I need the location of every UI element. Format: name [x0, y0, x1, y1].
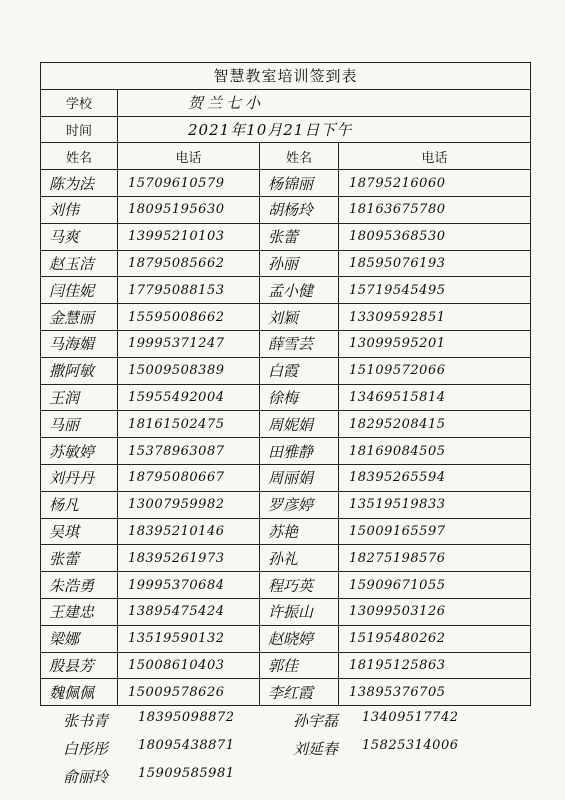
name-cell: 周妮娟	[260, 411, 339, 438]
phone-cell: 15595008662	[118, 304, 260, 331]
phone-cell: 15955492004	[118, 384, 260, 411]
name-cell: 孙礼	[260, 545, 339, 572]
name-cell: 李红霞	[260, 679, 339, 706]
phone-cell: 13519519833	[339, 491, 531, 518]
name-cell: 刘伟	[41, 196, 118, 223]
name-cell: 杨凡	[41, 491, 118, 518]
phone-cell: 19995371247	[118, 330, 260, 357]
table-row	[41, 357, 531, 384]
table-row	[41, 679, 531, 706]
name-cell: 陈为法	[41, 170, 118, 197]
phone-cell: 15709610579	[118, 170, 260, 197]
school-row	[41, 89, 531, 116]
table-row	[41, 223, 531, 250]
extra-name: 白彤彤	[63, 740, 109, 758]
name-cell: 金慧丽	[41, 304, 118, 331]
title-row	[41, 63, 531, 90]
phone-header-right: 电话	[339, 143, 531, 170]
table-row	[41, 304, 531, 331]
name-cell: 苏敏婷	[41, 438, 118, 465]
name-cell: 白霞	[260, 357, 339, 384]
extra-phone: 15909585981	[138, 766, 235, 781]
phone-cell: 15719545495	[339, 277, 531, 304]
table-row	[41, 545, 531, 572]
name-cell: 赵玉洁	[41, 250, 118, 277]
phone-cell: 13895475424	[118, 598, 260, 625]
table-row	[41, 411, 531, 438]
phone-cell: 13099503126	[339, 598, 531, 625]
phone-cell: 18095368530	[339, 223, 531, 250]
extra-phone: 18395098872	[138, 710, 235, 725]
name-cell: 吴琪	[41, 518, 118, 545]
name-cell: 孟小健	[260, 277, 339, 304]
name-cell: 马海媚	[41, 330, 118, 357]
phone-cell: 18395265594	[339, 464, 531, 491]
extra-name: 刘延春	[293, 740, 339, 758]
phone-cell: 13007959982	[118, 491, 260, 518]
page-title: 智慧教室培训签到表	[41, 63, 531, 90]
phone-cell: 18195125863	[339, 652, 531, 679]
table-row	[41, 625, 531, 652]
phone-cell: 13895376705	[339, 679, 531, 706]
name-cell: 王建忠	[41, 598, 118, 625]
table-row	[41, 518, 531, 545]
time-row	[41, 116, 531, 143]
name-cell: 田雅静	[260, 438, 339, 465]
phone-cell: 18795216060	[339, 170, 531, 197]
name-header-left: 姓名	[41, 143, 118, 170]
name-cell: 郭佳	[260, 652, 339, 679]
school-value: 贺兰七小	[118, 89, 531, 116]
phone-cell: 18295208415	[339, 411, 531, 438]
phone-cell: 13469515814	[339, 384, 531, 411]
phone-cell: 18795085662	[118, 250, 260, 277]
name-cell: 闫佳妮	[41, 277, 118, 304]
phone-header-left: 电话	[118, 143, 260, 170]
phone-cell: 15195480262	[339, 625, 531, 652]
extra-name: 俞丽玲	[63, 768, 109, 786]
phone-cell: 15009578626	[118, 679, 260, 706]
header-row	[41, 143, 531, 170]
name-cell: 张蕾	[41, 545, 118, 572]
name-cell: 撒阿敏	[41, 357, 118, 384]
extra-name: 孙宇磊	[293, 712, 339, 730]
table-row	[41, 491, 531, 518]
sign-in-table	[40, 62, 531, 706]
table-row	[41, 277, 531, 304]
name-cell: 胡杨玲	[260, 196, 339, 223]
phone-cell: 18395261973	[118, 545, 260, 572]
table-row	[41, 330, 531, 357]
name-cell: 苏艳	[260, 518, 339, 545]
extra-phone: 15825314006	[362, 738, 459, 753]
phone-cell: 15909671055	[339, 572, 531, 599]
phone-cell: 15009165597	[339, 518, 531, 545]
name-cell: 周丽娟	[260, 464, 339, 491]
phone-cell: 15378963087	[118, 438, 260, 465]
name-cell: 许振山	[260, 598, 339, 625]
phone-cell: 19995370684	[118, 572, 260, 599]
phone-cell: 13309592851	[339, 304, 531, 331]
name-cell: 杨锦丽	[260, 170, 339, 197]
table-row	[41, 250, 531, 277]
time-value: 2021年10月21日下午	[118, 116, 531, 143]
extra-phone: 13409517742	[362, 710, 459, 725]
name-cell: 马爽	[41, 223, 118, 250]
phone-cell: 13099595201	[339, 330, 531, 357]
school-label: 学校	[41, 89, 118, 116]
name-cell: 马丽	[41, 411, 118, 438]
table-row	[41, 196, 531, 223]
phone-cell: 18595076193	[339, 250, 531, 277]
name-header-right: 姓名	[260, 143, 339, 170]
name-cell: 程巧英	[260, 572, 339, 599]
name-cell: 梁娜	[41, 625, 118, 652]
name-cell: 殷县芳	[41, 652, 118, 679]
name-cell: 王润	[41, 384, 118, 411]
name-cell: 刘丹丹	[41, 464, 118, 491]
phone-cell: 18161502475	[118, 411, 260, 438]
table-row	[41, 572, 531, 599]
name-cell: 朱浩勇	[41, 572, 118, 599]
name-cell: 罗彦婷	[260, 491, 339, 518]
name-cell: 魏佩佩	[41, 679, 118, 706]
table-row	[41, 464, 531, 491]
phone-cell: 13519590132	[118, 625, 260, 652]
name-cell: 赵晓婷	[260, 625, 339, 652]
name-cell: 张蕾	[260, 223, 339, 250]
phone-cell: 15109572066	[339, 357, 531, 384]
phone-cell: 13995210103	[118, 223, 260, 250]
phone-cell: 18169084505	[339, 438, 531, 465]
time-label: 时间	[41, 116, 118, 143]
table-row	[41, 170, 531, 197]
name-cell: 薛雪芸	[260, 330, 339, 357]
phone-cell: 15009508389	[118, 357, 260, 384]
extra-phone: 18095438871	[138, 738, 235, 753]
phone-cell: 18395210146	[118, 518, 260, 545]
table-row	[41, 652, 531, 679]
name-cell: 徐梅	[260, 384, 339, 411]
name-cell: 刘颖	[260, 304, 339, 331]
extra-name: 张书青	[63, 712, 109, 730]
table-body	[41, 63, 531, 706]
name-cell: 孙丽	[260, 250, 339, 277]
table-row	[41, 384, 531, 411]
phone-cell: 18163675780	[339, 196, 531, 223]
table-row	[41, 438, 531, 465]
phone-cell: 17795088153	[118, 277, 260, 304]
phone-cell: 15008610403	[118, 652, 260, 679]
table-row	[41, 598, 531, 625]
phone-cell: 18095195630	[118, 196, 260, 223]
phone-cell: 18275198576	[339, 545, 531, 572]
phone-cell: 18795080667	[118, 464, 260, 491]
